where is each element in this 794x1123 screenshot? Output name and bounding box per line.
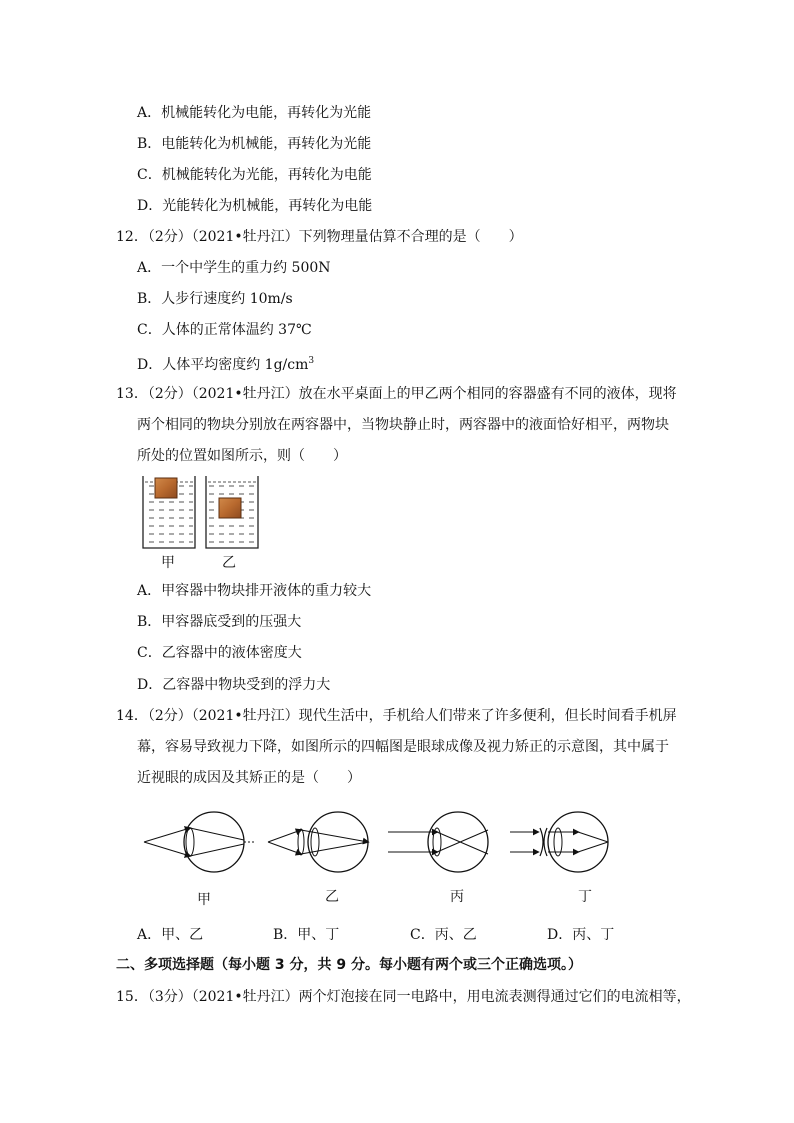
container-yi	[206, 476, 258, 548]
q13-label-jia: 甲	[161, 555, 175, 571]
q12-option-d	[137, 352, 314, 374]
q14-option-a: A．甲、乙	[137, 927, 204, 943]
q11-option-a: A．机械能转化为电能，再转化为光能	[137, 105, 372, 121]
q13-stem-line-1: 13．（2分）（2021•牡丹江）放在水平桌面上的甲乙两个相同的容器盛有不同的液体，现将	[116, 386, 677, 402]
q13-containers-figure	[138, 474, 263, 550]
q14-stem-line-1: 14．（2分）（2021•牡丹江）现代生活中，手机给人们带来了许多便利，但长时间看手机屏	[116, 708, 677, 724]
eye-diagram-ding	[510, 812, 608, 872]
q12-option-a: A．一个中学生的重力约 500N	[137, 260, 331, 276]
q14-eye-diagrams	[138, 804, 628, 884]
q13-label-yi: 乙	[222, 555, 236, 571]
container-jia	[143, 476, 195, 548]
q13-stem-line-2: 两个相同的物块分别放在两容器中，当物块静止时，两容器中的液面恰好相平，两物块	[137, 417, 669, 433]
q14-option-d: D．丙、丁	[547, 927, 615, 943]
q13-stem-line-3: 所处的位置如图所示，则（ ）	[137, 448, 347, 464]
q12-option-b: B．人步行速度约 10m/s	[137, 291, 293, 307]
q14-stem-line-3: 近视眼的成因及其矫正的是（ ）	[137, 770, 361, 786]
q14-option-c: C．丙、乙	[410, 927, 477, 943]
q13-option-b: B．甲容器底受到的压强大	[137, 614, 302, 630]
q12-option-d-text: D．人体平均密度约 1g/cm	[137, 357, 309, 373]
q14-label-ding: 丁	[578, 889, 592, 905]
q11-option-b: B．电能转化为机械能，再转化为光能	[137, 136, 372, 152]
q14-label-bing: 丙	[450, 889, 464, 905]
q13-option-c: C．乙容器中的液体密度大	[137, 645, 302, 661]
q12-stem: 12．（2分）（2021•牡丹江）下列物理量估算不合理的是（ ）	[116, 229, 523, 245]
eye-diagram-yi	[268, 812, 368, 872]
q15-stem: 15．（3分）（2021•牡丹江）两个灯泡接在同一电路中，用电流表测得通过它们的电流相等，	[116, 989, 691, 1005]
q12-option-d-sup: 3	[308, 356, 315, 366]
eye-diagram-bing	[388, 812, 488, 872]
q11-option-c: C．机械能转化为光能，再转化为电能	[137, 167, 372, 183]
q14-option-b: B．甲、丁	[273, 927, 340, 943]
section-2-heading: 二、多项选择题（每小题 3 分，共 9 分。每小题有两个或三个正确选项。）	[116, 957, 582, 973]
q12-option-c: C．人体的正常体温约 37℃	[137, 322, 312, 338]
q14-label-jia: 甲	[197, 892, 211, 908]
q13-option-d: D．乙容器中物块受到的浮力大	[137, 677, 331, 693]
eye-diagram-jia	[144, 812, 256, 872]
q11-option-d: D．光能转化为机械能，再转化为电能	[137, 198, 373, 214]
q14-label-yi: 乙	[325, 889, 339, 905]
q14-stem-line-2: 幕，容易导致视力下降，如图所示的四幅图是眼球成像及视力矫正的示意图，其中属于	[137, 739, 669, 755]
q13-option-a: A．甲容器中物块排开液体的重力较大	[137, 583, 372, 599]
